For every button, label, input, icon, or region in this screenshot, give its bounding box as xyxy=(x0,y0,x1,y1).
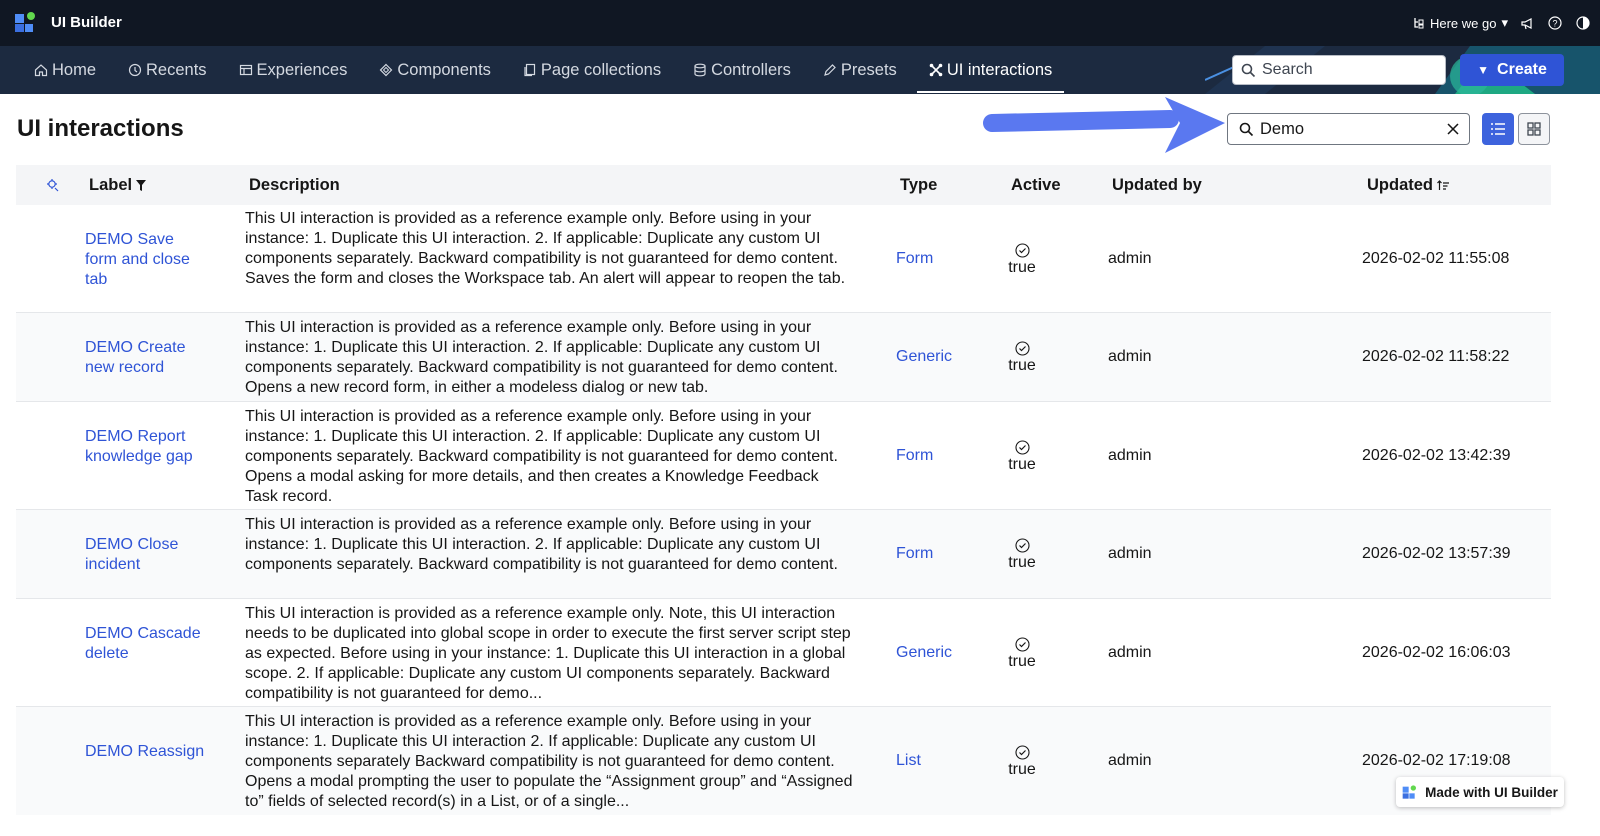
row-type-link[interactable]: Form xyxy=(896,250,934,267)
row-active-value: true xyxy=(1008,761,1036,778)
tab-label: Experiences xyxy=(256,60,348,79)
filter-search-input[interactable] xyxy=(1227,113,1470,145)
search-placeholder: Search xyxy=(1262,61,1313,78)
row-description: This UI interaction is provided as a reference example only. Before using in your instance: 1. Duplicate this UI interaction. 2. If applicable: Duplicate any custom UI components separately. Backward compatibility is not guaranteed for demo content. Opens a new record form, in either a modeless dialog or new tab. xyxy=(245,319,838,396)
tab-controllers[interactable] xyxy=(681,46,803,94)
row-type-link[interactable]: Generic xyxy=(896,644,953,661)
tab-presets[interactable] xyxy=(811,46,909,94)
ui-builder-logo-icon xyxy=(1402,784,1418,800)
row-label-link[interactable]: DEMO Cascade delete xyxy=(85,625,201,662)
row-label-link[interactable]: DEMO Reassign xyxy=(85,743,205,760)
column-settings-icon[interactable] xyxy=(46,165,60,205)
ui-interactions-table xyxy=(16,165,1551,815)
column-updated[interactable] xyxy=(1367,165,1449,205)
row-updated-by: admin xyxy=(1108,545,1152,562)
made-with-ui-builder-badge[interactable] xyxy=(1396,777,1564,807)
ui-builder-logo-icon xyxy=(14,10,38,34)
row-type-link[interactable]: Form xyxy=(896,545,934,562)
row-type-link[interactable]: Generic xyxy=(896,348,953,365)
column-label-text: Label xyxy=(89,175,133,194)
column-active[interactable] xyxy=(1011,165,1061,205)
column-updated-by[interactable] xyxy=(1112,165,1202,205)
table-row[interactable] xyxy=(16,313,1551,402)
close-icon[interactable] xyxy=(1437,114,1469,144)
row-active-value: true xyxy=(1008,554,1036,571)
database-icon xyxy=(693,63,707,77)
row-active-value: true xyxy=(1008,357,1036,374)
megaphone-icon[interactable] xyxy=(1518,14,1536,32)
row-updated: 2026-02-02 11:58:22 xyxy=(1362,348,1510,365)
row-active xyxy=(1006,637,1038,671)
grid-icon xyxy=(1527,122,1541,136)
tab-label: Page collections xyxy=(540,60,662,79)
row-active xyxy=(1006,243,1038,277)
layout-icon xyxy=(239,63,253,77)
table-row[interactable] xyxy=(16,707,1551,815)
scope-picker[interactable] xyxy=(1413,15,1508,31)
table-header xyxy=(16,165,1551,205)
column-updated-text: Updated xyxy=(1367,175,1433,194)
tab-components[interactable] xyxy=(367,46,503,94)
tab-label: Home xyxy=(52,60,97,79)
table-row[interactable] xyxy=(16,205,1551,313)
column-updated-by-text: Updated by xyxy=(1112,175,1202,194)
caret-down-icon: ▼ xyxy=(1477,63,1490,77)
row-active xyxy=(1006,341,1038,375)
home-icon xyxy=(34,63,48,77)
row-active xyxy=(1006,745,1038,779)
table-row[interactable] xyxy=(16,510,1551,599)
row-updated-by: admin xyxy=(1108,447,1152,464)
row-type-link[interactable]: List xyxy=(896,752,921,769)
badge-label: Made with UI Builder xyxy=(1425,784,1558,800)
list-icon xyxy=(1491,123,1505,135)
annotation-arrow-icon xyxy=(980,95,1230,155)
row-updated-by: admin xyxy=(1108,250,1152,267)
column-type-text: Type xyxy=(900,175,938,194)
help-icon[interactable] xyxy=(1546,14,1564,32)
row-description: This UI interaction is provided as a reference example only. Before using in your instance: 1. Duplicate this UI interaction 2. If applicable: Duplicate any custom UI components separately Backward compatibility is not guaranteed for demo content. Opens a modal prompting the user to populate the “Assignment group” and “Assigned to” fields of selected record(s) in a List, or of a single... xyxy=(245,713,853,810)
component-icon xyxy=(379,63,393,77)
page-title: UI interactions xyxy=(17,115,184,142)
row-updated: 2026-02-02 11:55:08 xyxy=(1362,250,1510,267)
row-updated: 2026-02-02 13:57:39 xyxy=(1362,545,1511,562)
column-description-text: Description xyxy=(249,175,340,194)
row-description: This UI interaction is provided as a reference example only. Before using in your instance: 1. Duplicate this UI interaction. 2. If applicable: Duplicate any custom UI components separately. Backward compatibility is not guaranteed for demo content. Opens a modal asking for more details, and then creates a Knowledge Feedback Task record. xyxy=(245,408,838,505)
scope-tree-icon xyxy=(1413,17,1425,29)
check-circle-icon xyxy=(1015,341,1030,356)
nav-tabs xyxy=(22,46,1064,94)
row-active xyxy=(1006,538,1038,572)
row-description: This UI interaction is provided as a reference example only. Before using in your instance: 1. Duplicate this UI interaction. 2. If applicable: Duplicate any custom UI components separately. Backward compatibility is not guaranteed for demo content. xyxy=(245,516,838,573)
column-active-text: Active xyxy=(1011,175,1061,194)
row-updated-by: admin xyxy=(1108,644,1152,661)
row-updated: 2026-02-02 17:19:08 xyxy=(1362,752,1511,769)
grid-view-button[interactable] xyxy=(1518,113,1550,145)
tab-label: Controllers xyxy=(711,60,791,79)
interaction-icon xyxy=(929,63,943,77)
row-description: This UI interaction is provided as a reference example only. Note, this UI interaction needs to be duplicated into global scope in order to execute the first server script step as expected. Before using in your instance: 1. Duplicate this UI interaction in a global scope. 2. If applicable: Duplicate any custom UI components separately. Backward compatibility is not guaranteed for demo... xyxy=(245,605,851,702)
check-circle-icon xyxy=(1015,440,1030,455)
top-bar xyxy=(0,0,1600,46)
app-title: UI Builder xyxy=(51,14,122,31)
scope-label: Here we go xyxy=(1429,15,1497,31)
filter-icon xyxy=(136,180,146,191)
row-label-link[interactable]: DEMO Create new record xyxy=(85,339,186,376)
contrast-icon[interactable] xyxy=(1574,14,1592,32)
create-label: Create xyxy=(1497,61,1547,78)
table-row[interactable] xyxy=(16,402,1551,510)
svg-text:?: ? xyxy=(1552,18,1558,29)
create-button[interactable] xyxy=(1460,54,1564,86)
row-active-value: true xyxy=(1008,259,1036,276)
column-label[interactable] xyxy=(89,165,146,205)
row-updated-by: admin xyxy=(1108,348,1152,365)
sort-descending-icon xyxy=(1437,180,1449,191)
filter-value: Demo xyxy=(1260,119,1305,138)
row-label-link[interactable]: DEMO Close incident xyxy=(85,536,179,573)
pencil-icon xyxy=(823,63,837,77)
tab-page-collections[interactable] xyxy=(511,46,673,94)
tab-home[interactable] xyxy=(22,46,108,94)
row-active-value: true xyxy=(1008,456,1036,473)
check-circle-icon xyxy=(1015,637,1030,652)
history-icon xyxy=(128,63,142,77)
pages-icon xyxy=(523,63,537,77)
row-label-link[interactable]: DEMO Save form and close tab xyxy=(85,231,190,288)
row-active xyxy=(1006,440,1038,474)
search-icon xyxy=(1241,63,1256,78)
check-circle-icon xyxy=(1015,745,1030,760)
row-active-value: true xyxy=(1008,653,1036,670)
row-updated-by: admin xyxy=(1108,752,1152,769)
tab-label: Components xyxy=(397,60,491,79)
chevron-down-icon: ▾ xyxy=(1501,15,1508,30)
search-icon xyxy=(1239,122,1254,137)
row-updated: 2026-02-02 13:42:39 xyxy=(1362,447,1511,464)
column-type[interactable] xyxy=(900,165,937,205)
tab-label: Recents xyxy=(146,60,207,79)
tab-label: UI interactions xyxy=(946,60,1053,79)
global-search-input[interactable] xyxy=(1232,55,1446,85)
table-row[interactable] xyxy=(16,599,1551,707)
tab-recents[interactable] xyxy=(116,46,219,94)
row-type-link[interactable]: Form xyxy=(896,447,934,464)
row-updated: 2026-02-02 16:06:03 xyxy=(1362,644,1511,661)
tab-experiences[interactable] xyxy=(227,46,360,94)
tab-ui-interactions[interactable] xyxy=(917,46,1064,94)
row-description: This UI interaction is provided as a reference example only. Before using in your instance: 1. Duplicate this UI interaction. 2. If applicable: Duplicate any custom UI components separately. Backward compatibility is not guaranteed for demo content. Saves the form and closes the Workspace tab. An alert will appear to reopen the tab. xyxy=(245,210,846,287)
check-circle-icon xyxy=(1015,243,1030,258)
row-label-link[interactable]: DEMO Report knowledge gap xyxy=(85,428,193,465)
check-circle-icon xyxy=(1015,538,1030,553)
tab-label: Presets xyxy=(840,60,897,79)
column-description[interactable] xyxy=(249,165,340,205)
list-view-button[interactable] xyxy=(1482,113,1514,145)
top-right-tools xyxy=(1413,0,1600,46)
